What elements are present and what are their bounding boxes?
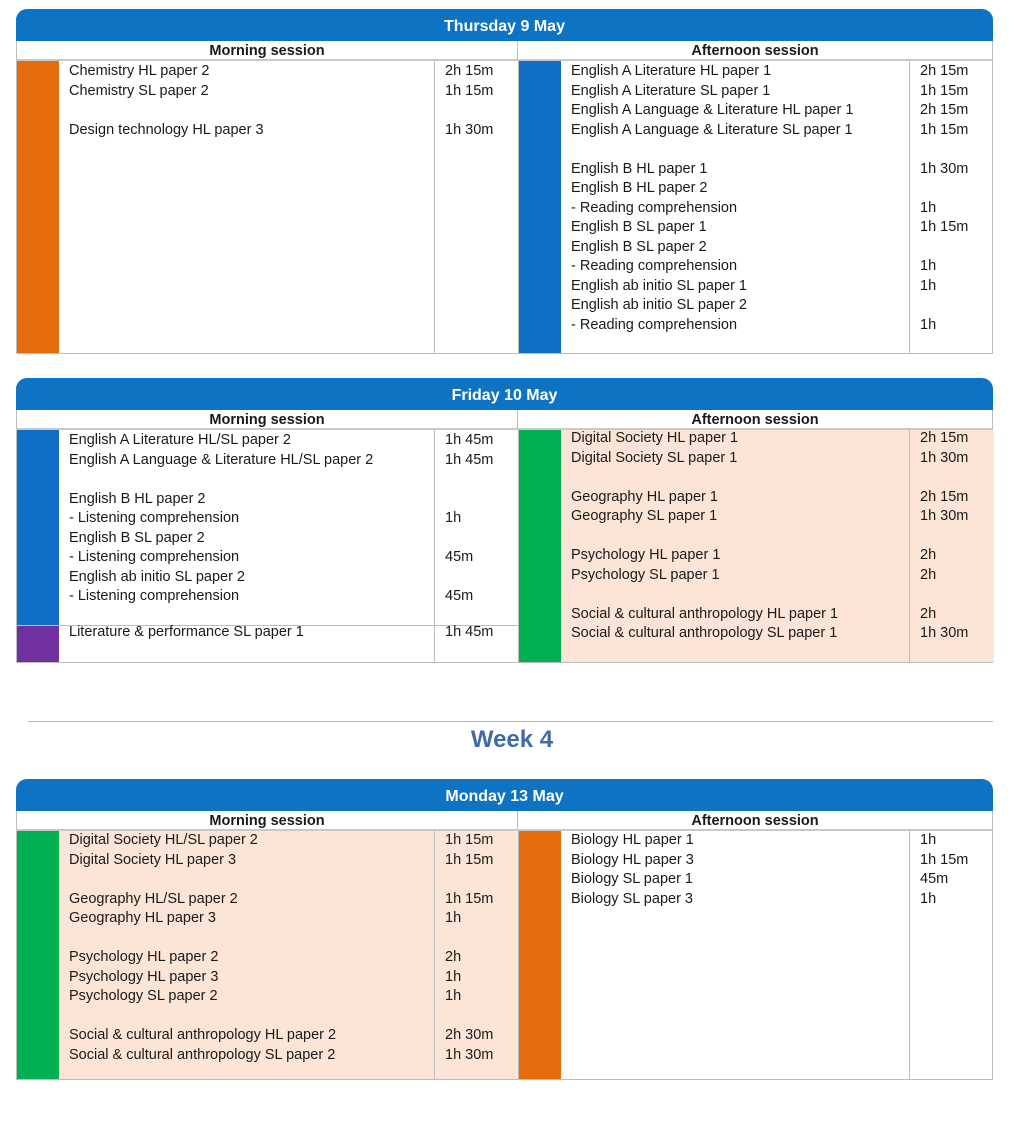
afternoon-column	[519, 831, 994, 1079]
exam-duration: 1h 15m	[920, 851, 969, 868]
morning-session-heading: Morning session	[16, 41, 518, 61]
exam-subject: English ab initio SL paper 2	[69, 568, 245, 585]
exam-duration: 1h 15m	[920, 82, 969, 99]
exam-duration: 1h	[445, 510, 462, 526]
exam-duration: 1h	[920, 890, 937, 907]
exam-subject: Digital Society HL paper 1	[571, 430, 739, 446]
exam-duration: 1h 45m	[445, 451, 494, 468]
exam-duration: 1h 30m	[445, 1046, 494, 1063]
sessions-body	[16, 430, 993, 663]
exam-subject: English ab initio SL paper 2	[571, 297, 747, 313]
exam-subject: Geography HL paper 1	[571, 488, 718, 505]
morning-column	[17, 61, 519, 353]
exam-duration: 1h 30m	[920, 160, 969, 177]
exam-duration: 45m	[445, 588, 474, 604]
exam-subject: - Reading comprehension	[571, 258, 738, 274]
time-column-divider	[434, 831, 435, 1079]
exam-duration: 1h	[920, 199, 937, 216]
morning-session-heading: Morning session	[16, 410, 518, 430]
exam-subject: English B SL paper 2	[571, 238, 707, 255]
exam-duration: 1h 15m	[445, 82, 494, 99]
exam-subject: English B SL paper 2	[69, 529, 205, 546]
afternoon-column	[519, 61, 994, 353]
exam-subject: English A Literature SL paper 1	[571, 82, 771, 99]
subject-group	[519, 61, 994, 353]
exam-subject: English B HL paper 2	[69, 490, 206, 507]
exam-duration: 1h	[920, 258, 937, 274]
time-column-divider	[909, 61, 910, 353]
exam-subject: Chemistry SL paper 2	[69, 82, 209, 99]
exam-subject: Digital Society HL paper 3	[69, 851, 237, 868]
time-column-divider	[434, 430, 435, 662]
subject-color-bar	[17, 61, 59, 353]
subject-color-bar	[17, 831, 59, 1079]
morning-session-heading: Morning session	[16, 811, 518, 831]
morning-column	[17, 430, 519, 662]
subject-group	[17, 430, 518, 625]
exam-duration: 2h 15m	[920, 102, 969, 118]
exam-subject: English B HL paper 2	[571, 180, 708, 196]
exam-duration: 1h 30m	[920, 508, 969, 524]
subject-group	[519, 430, 994, 662]
day-friday	[16, 378, 993, 663]
morning-column	[17, 831, 519, 1079]
exam-subject: Geography HL paper 3	[69, 910, 216, 926]
exam-subject: Biology SL paper 3	[571, 890, 693, 907]
exam-subject: Psychology HL paper 3	[69, 968, 219, 985]
exam-subject: Psychology HL paper 2	[69, 949, 219, 965]
subject-color-bar	[17, 626, 59, 662]
exam-subject: Social & cultural anthropology SL paper 2	[69, 1046, 336, 1063]
exam-subject: - Reading comprehension	[571, 316, 738, 333]
subject-color-bar	[519, 831, 561, 1079]
exam-duration: 2h 15m	[920, 63, 969, 79]
exam-subject: English A Literature HL/SL paper 2	[69, 432, 291, 448]
sessions-body	[16, 831, 993, 1080]
exam-subject: Digital Society SL paper 1	[571, 449, 738, 466]
afternoon-column	[519, 430, 994, 662]
exam-subject: - Reading comprehension	[571, 199, 738, 216]
time-column-divider	[909, 430, 910, 662]
sessions-body	[16, 61, 993, 354]
exam-duration: 2h 15m	[445, 63, 494, 79]
time-column-divider	[909, 831, 910, 1079]
exam-subject: Literature & performance SL paper 1	[69, 624, 304, 640]
exam-duration: 1h	[445, 968, 462, 985]
afternoon-session-heading: Afternoon session	[518, 41, 993, 61]
exam-subject: Social & cultural anthropology HL paper 2	[69, 1027, 337, 1043]
subject-group	[17, 625, 518, 662]
exam-duration: 2h 15m	[920, 430, 969, 446]
day-thursday	[16, 9, 993, 354]
exam-subject: Biology SL paper 1	[571, 871, 693, 887]
exam-subject: Psychology SL paper 1	[571, 566, 720, 583]
afternoon-session-heading: Afternoon session	[518, 410, 993, 430]
exam-duration: 1h	[920, 832, 937, 848]
exam-duration: 1h	[920, 277, 937, 294]
subject-group	[519, 831, 994, 1079]
day-monday	[16, 779, 993, 1080]
week-divider	[28, 721, 993, 722]
exam-subject: Biology HL paper 1	[571, 832, 694, 848]
exam-duration: 1h 15m	[445, 832, 494, 848]
exam-duration: 1h	[445, 988, 462, 1004]
day-header-title: Monday 13 May	[16, 779, 993, 811]
afternoon-session-heading: Afternoon session	[518, 811, 993, 831]
exam-duration: 1h 15m	[445, 890, 494, 907]
subject-group	[17, 831, 518, 1079]
exam-subject: - Listening comprehension	[69, 588, 240, 604]
day-header-title: Thursday 9 May	[16, 9, 993, 41]
exam-subject: Digital Society HL/SL paper 2	[69, 832, 258, 848]
exam-duration: 2h	[920, 566, 937, 583]
exam-subject: English ab initio SL paper 1	[571, 277, 747, 294]
exam-duration: 1h 30m	[445, 121, 494, 138]
exam-subject: Psychology HL paper 1	[571, 547, 721, 563]
exam-duration: 2h	[920, 605, 937, 622]
exam-subject: Social & cultural anthropology SL paper 1	[571, 625, 838, 641]
exam-duration: 1h 30m	[920, 449, 969, 466]
exam-subject: - Listening comprehension	[69, 510, 240, 526]
day-header-title: Friday 10 May	[16, 378, 993, 410]
exam-duration: 2h	[920, 547, 937, 563]
exam-subject: English A Language & Literature SL paper 1	[571, 121, 853, 138]
subject-color-bar	[519, 430, 561, 662]
exam-duration: 2h 15m	[920, 488, 969, 505]
time-column-divider	[434, 61, 435, 353]
exam-duration: 1h 30m	[920, 625, 969, 641]
exam-subject: English A Language & Literature HL paper 1	[571, 102, 854, 118]
exam-duration: 1h 15m	[920, 219, 969, 235]
exam-duration: 1h 45m	[445, 624, 494, 640]
exam-subject: Social & cultural anthropology HL paper 1	[571, 605, 839, 622]
exam-duration: 1h	[445, 910, 462, 926]
exam-duration: 1h 15m	[445, 851, 494, 868]
exam-subject: Psychology SL paper 2	[69, 988, 218, 1004]
exam-subject: Chemistry HL paper 2	[69, 63, 210, 79]
week-title: Week 4	[470, 726, 554, 753]
exam-duration: 45m	[445, 549, 474, 565]
exam-subject: English A Literature HL paper 1	[571, 63, 772, 79]
exam-duration: 2h	[445, 949, 462, 965]
exam-duration: 1h 15m	[920, 121, 969, 138]
exam-subject: Design technology HL paper 3	[69, 121, 264, 138]
exam-subject: English B HL paper 1	[571, 160, 708, 177]
exam-duration: 1h	[920, 316, 937, 333]
subject-color-bar	[519, 61, 561, 353]
exam-subject: Geography SL paper 1	[571, 508, 718, 524]
exam-subject: English A Language & Literature HL/SL paper 2	[69, 451, 374, 468]
exam-duration: 1h 45m	[445, 432, 494, 448]
subject-color-bar	[17, 430, 59, 625]
exam-duration: 2h 30m	[445, 1027, 494, 1043]
exam-subject: Biology HL paper 3	[571, 851, 694, 868]
exam-subject: Geography HL/SL paper 2	[69, 890, 238, 907]
exam-duration: 45m	[920, 871, 949, 887]
exam-subject: English B SL paper 1	[571, 219, 707, 235]
exam-subject: - Listening comprehension	[69, 549, 240, 565]
subject-group	[17, 61, 518, 353]
